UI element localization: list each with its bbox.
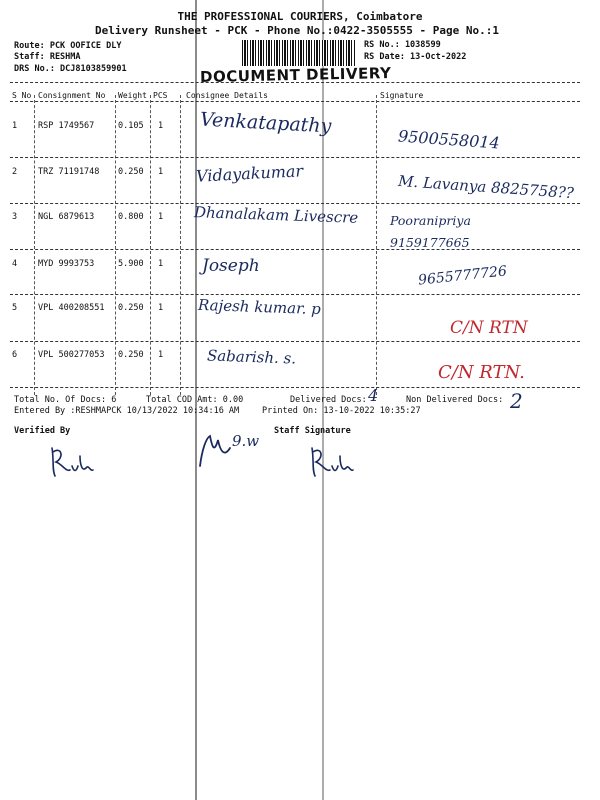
row-consignee-handwritten: Venkatapathy (199, 108, 332, 138)
divider (10, 249, 580, 250)
row-pcs: 1 (158, 259, 164, 269)
column-separator (150, 95, 151, 395)
row-weight: 0.800 (118, 212, 144, 222)
divider (10, 157, 580, 158)
row-consignee-handwritten: Sabarish. s. (206, 346, 297, 368)
column-separator (34, 95, 35, 395)
col-header-signature: Signature (380, 91, 424, 100)
divider (10, 82, 580, 83)
row-sno: 2 (12, 167, 18, 177)
row-consignment: NGL 6879613 (38, 212, 95, 222)
delivered-docs-handwritten: 4 (368, 386, 379, 405)
row-signature-handwritten: 9655777726 (417, 263, 508, 289)
divider (10, 294, 580, 295)
row-signature-handwritten: M. Lavanya 8825758?? (397, 171, 575, 203)
handwritten-note: 9.w (232, 432, 260, 450)
row-pcs: 1 (158, 350, 164, 360)
row-weight: 5.900 (118, 259, 144, 269)
row-signature-handwritten: 9500558014 (397, 126, 501, 153)
col-header-consignee: Consignee Details (186, 91, 268, 100)
staff-label: Staff: RESHMA (14, 52, 81, 62)
row-consignment: MYD 9993753 (38, 259, 95, 269)
divider (10, 203, 580, 204)
row-signature-handwritten: Pooranipriya 9159177665 (390, 213, 471, 250)
row-pcs: 1 (158, 212, 164, 222)
row-pcs: 1 (158, 303, 164, 313)
column-separator (376, 95, 377, 395)
row-consignee-handwritten: Joseph (202, 256, 260, 276)
row-pcs: 1 (158, 121, 164, 131)
row-signature-handwritten: C/N RTN. (438, 362, 525, 383)
row-weight: 0.250 (118, 350, 144, 360)
row-consignee-handwritten: Rajesh kumar. p (197, 295, 322, 319)
verified-by-label: Verified By (14, 426, 71, 436)
col-header-weight: Weight (118, 91, 147, 100)
col-header-consignment: Consignment No (38, 91, 106, 100)
row-consignee-handwritten: Dhanalakam Livescre (193, 203, 359, 227)
company-title: THE PROFESSIONAL COURIERS, Coimbatore (177, 10, 423, 23)
col-header-pcs: PCS (153, 91, 168, 100)
row-consignment: VPL 400208551 (38, 303, 105, 313)
row-weight: 0.250 (118, 303, 144, 313)
runsheet-title: Delivery Runsheet - PCK - Phone No.:0422-3505555 - Page No.:1 (95, 24, 499, 37)
column-separator (180, 95, 181, 395)
non-delivered-docs-handwritten: 2 (510, 389, 523, 413)
staff-signature-label: Staff Signature (274, 426, 351, 436)
printed-on: Printed On: 13-10-2022 10:35:27 (262, 406, 421, 416)
document-delivery-stamp: DOCUMENT DELIVERY (199, 63, 392, 87)
row-consignment: VPL 500277053 (38, 350, 105, 360)
row-sno: 1 (12, 121, 18, 131)
row-consignee-handwritten: Vidayakumar (195, 161, 304, 186)
col-header-sno: S No (12, 91, 32, 100)
entered-by: Entered By :RESHMAPCK 10/13/2022 10:34:16 AM (14, 406, 240, 416)
rs-date: RS Date: 13-Oct-2022 (364, 52, 467, 62)
staff-signature-scribble (306, 442, 356, 482)
column-separator (115, 95, 116, 395)
total-cod-amount: Total COD Amt: 0.00 (146, 395, 244, 405)
row-consignment: RSP 1749567 (38, 121, 95, 131)
row-consignment: TRZ 71191748 (38, 167, 100, 177)
handwritten-initial-scribble (196, 430, 236, 470)
non-delivered-docs-label: Non Delivered Docs: (406, 395, 504, 405)
barcode (242, 40, 356, 66)
divider (10, 341, 580, 342)
delivered-docs-label: Delivered Docs: (290, 395, 367, 405)
drs-number: DRS No.: DCJ8103859901 (14, 64, 127, 74)
row-weight: 0.250 (118, 167, 144, 177)
route-label: Route: PCK OOFICE DLY (14, 41, 122, 51)
row-sno: 5 (12, 303, 18, 313)
row-signature-handwritten: C/N RTN (450, 318, 528, 338)
row-sno: 6 (12, 350, 18, 360)
divider (10, 101, 580, 102)
row-pcs: 1 (158, 167, 164, 177)
row-sno: 3 (12, 212, 18, 222)
rs-number: RS No.: 1038599 (364, 40, 441, 50)
divider (10, 387, 580, 388)
row-sno: 4 (12, 259, 18, 269)
row-weight: 0.105 (118, 121, 144, 131)
verified-signature-scribble (46, 442, 96, 482)
total-docs: Total No. Of Docs: 6 (14, 395, 117, 405)
